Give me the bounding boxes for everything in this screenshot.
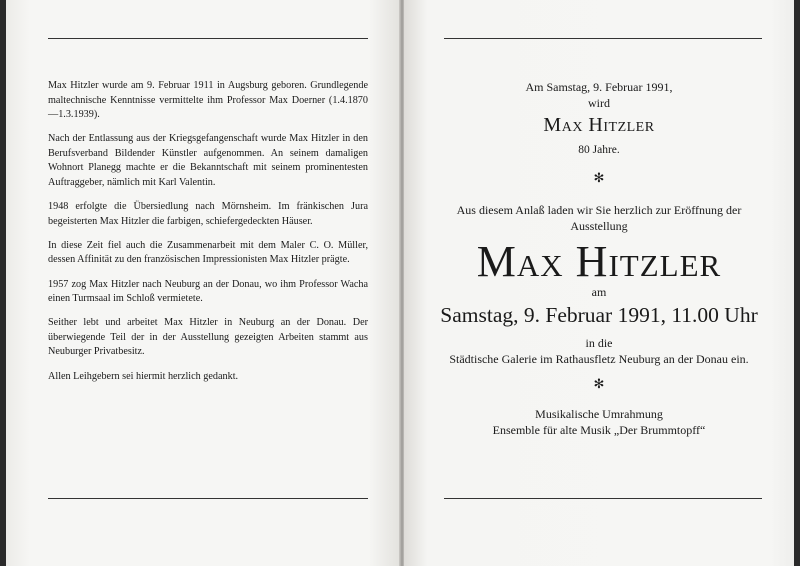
invitation-line-ausstellung: Ausstellung <box>570 219 628 233</box>
bottom-rule <box>48 498 368 499</box>
right-page <box>404 0 794 566</box>
venue-line: Städtische Galerie im Rathausfletz Neuburg an der Donau ein. <box>449 352 749 366</box>
intro-line-wird: wird <box>588 96 610 110</box>
bio-paragraph: 1957 zog Max Hitzler nach Neuburg an der Donau, wo ihm Professor Wacha einen Turmsaal im Schloß vermietete. <box>48 278 368 305</box>
bio-paragraph: Allen Leihgebern sei hiermit herzlich gedankt. <box>48 370 239 382</box>
bio-paragraph: Max Hitzler wurde am 9. Februar 1911 in Augsburg geboren. Grundlegende maltechnische Kenntnisse vermittelte ihm Professor Max Doerner (1.4.1870—1.3.1939). <box>48 80 368 121</box>
music-line: Musikalische Umrahmung <box>535 407 663 421</box>
in-die-line: in die <box>585 336 613 350</box>
invitation-line: Aus diesem Anlaß laden wir Sie herzlich zur Eröffnung der <box>456 203 742 217</box>
age-line: 80 Jahre. <box>578 144 620 156</box>
ensemble-line: Ensemble für alte Musik „Der Brummtopff“ <box>492 423 706 437</box>
bio-paragraph: 1948 erfolgte die Übersiedlung nach Mörnsheim. Im fränkischen Jura begeisterten Max Hitzler die farbigen, schiefergedeckten Häuser. <box>48 201 368 227</box>
intro-line: Am Samstag, 9. Februar 1991, <box>525 80 673 94</box>
bio-paragraph: Nach der Entlassung aus der Kriegsgefangenschaft wurde Max Hitzler in den Berufsverband Bildender Künstler aufgenommen. An seinem damaligen Wohnort Planegg machte er die Bekanntschaft mit seinem prominentesten Auftraggeber, nämlich mit Karl Valentin. <box>48 133 368 189</box>
asterisk-ornament: ✻ <box>593 171 605 186</box>
bottom-rule <box>444 498 762 499</box>
bio-paragraph: In diese Zeit fiel auch die Zusammenarbeit mit dem Maler C. O. Müller, dessen Affinität zu den französischen Impressionisten Max Hitzler prägte. <box>48 239 368 266</box>
am-line: am <box>591 285 607 299</box>
date-time-line: Samstag, 9. Februar 1991, 11.00 Uhr <box>440 303 758 327</box>
top-rule <box>48 38 368 39</box>
artist-name-large: Max Hitzler <box>476 237 722 286</box>
top-rule <box>444 38 762 39</box>
biography-text <box>48 79 368 394</box>
asterisk-ornament-2: ✻ <box>593 377 605 392</box>
artist-name-small: Max Hitzler <box>543 114 655 136</box>
left-page <box>6 0 400 566</box>
bio-paragraph: Seither lebt und arbeitet Max Hitzler in Neuburg an der Donau. Der überwiegende Teil der in der Ausstellung gezeigten Arbeiten stammt aus Neuburger Privatbesitz. <box>48 317 368 358</box>
